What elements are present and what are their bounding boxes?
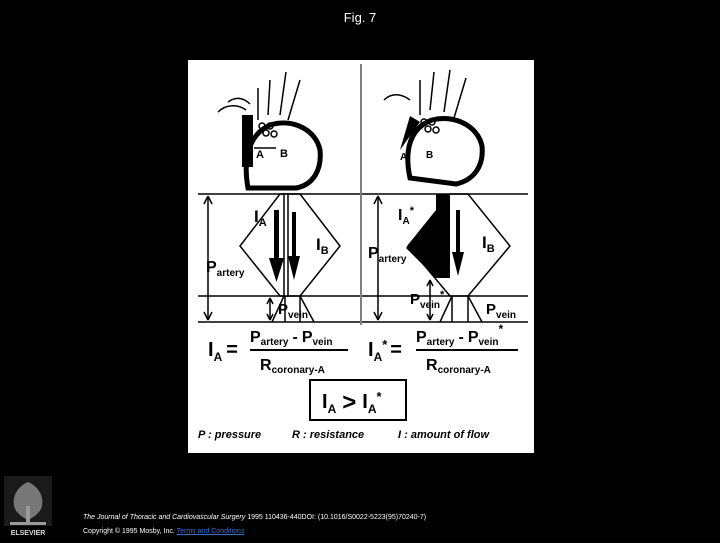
legend-pressure: P : pressure xyxy=(198,429,262,441)
equation-right-denominator: Rcoronary-A xyxy=(426,357,491,376)
right-heart-illustration xyxy=(384,70,482,184)
left-label-a: A xyxy=(256,149,264,161)
terms-link[interactable]: Terms and Conditions xyxy=(176,528,245,535)
equation-left-lhs: $I_A$ = xyxy=(208,339,238,364)
elsevier-logo-text: ELSEVIER xyxy=(10,530,46,537)
equation-right-lhs: $I_A^*$ = xyxy=(368,337,402,364)
comparison-expression: $I_A > I_A^*$ xyxy=(322,389,382,416)
left-artery-bar xyxy=(242,115,253,167)
equation-left-numerator: Partery - Pvein xyxy=(250,329,333,348)
left-flow-arrowhead-b xyxy=(288,256,300,280)
left-label-b: B xyxy=(280,148,288,160)
left-flow-b-label: $I_B$ xyxy=(316,235,329,257)
right-flow-b-label: $I_B$ xyxy=(482,233,495,255)
left-flow-a-label: $I_A$ xyxy=(254,207,267,229)
elsevier-logo xyxy=(4,476,52,538)
right-label-b: B xyxy=(426,150,434,161)
citation-text xyxy=(83,514,426,521)
figure-image xyxy=(188,60,534,453)
left-p-artery-label: $P_{artery}$ xyxy=(206,259,245,279)
journal-name: The Journal of Thoracic and Cardiovascular Surgery xyxy=(83,514,246,521)
right-flow-arrow-a xyxy=(406,210,436,278)
legend-flow: I : amount of flow xyxy=(398,429,490,441)
right-occluded-vessel xyxy=(436,194,450,278)
citation-details: 1995 110436-440DOI: (10.1016/S0022-5223(95)70240-7) xyxy=(245,514,427,521)
right-flow-a-label: $I_A^*$ xyxy=(398,205,414,227)
figure-title: Fig. 7 xyxy=(343,10,377,25)
right-p-vein-star-label: $P_{vein}^*$ xyxy=(410,289,445,311)
left-flow-arrow-b xyxy=(292,212,296,258)
figure-diagram xyxy=(188,60,534,453)
left-p-vein-label: $P_{vein}$ xyxy=(278,301,309,321)
equation-left-denominator: Rcoronary-A xyxy=(260,357,325,376)
left-heart-illustration xyxy=(218,72,320,188)
right-flow-arrowhead-b xyxy=(452,252,464,276)
copyright-text: Copyright © 1995 Mosby, Inc. xyxy=(83,528,175,535)
equation-right-numerator: Partery - Pvein* xyxy=(416,322,504,348)
left-flow-arrowhead-a xyxy=(269,258,284,282)
right-p-vein-label: $P_{vein}$ xyxy=(486,301,517,321)
right-p-artery-label: $P_{artery}$ xyxy=(368,245,407,265)
copyright-line xyxy=(83,528,244,535)
left-flow-arrow-a xyxy=(274,210,279,260)
right-flow-arrow-b xyxy=(456,210,460,254)
legend-resistance: R : resistance xyxy=(292,429,365,441)
right-label-a: A xyxy=(400,152,408,163)
